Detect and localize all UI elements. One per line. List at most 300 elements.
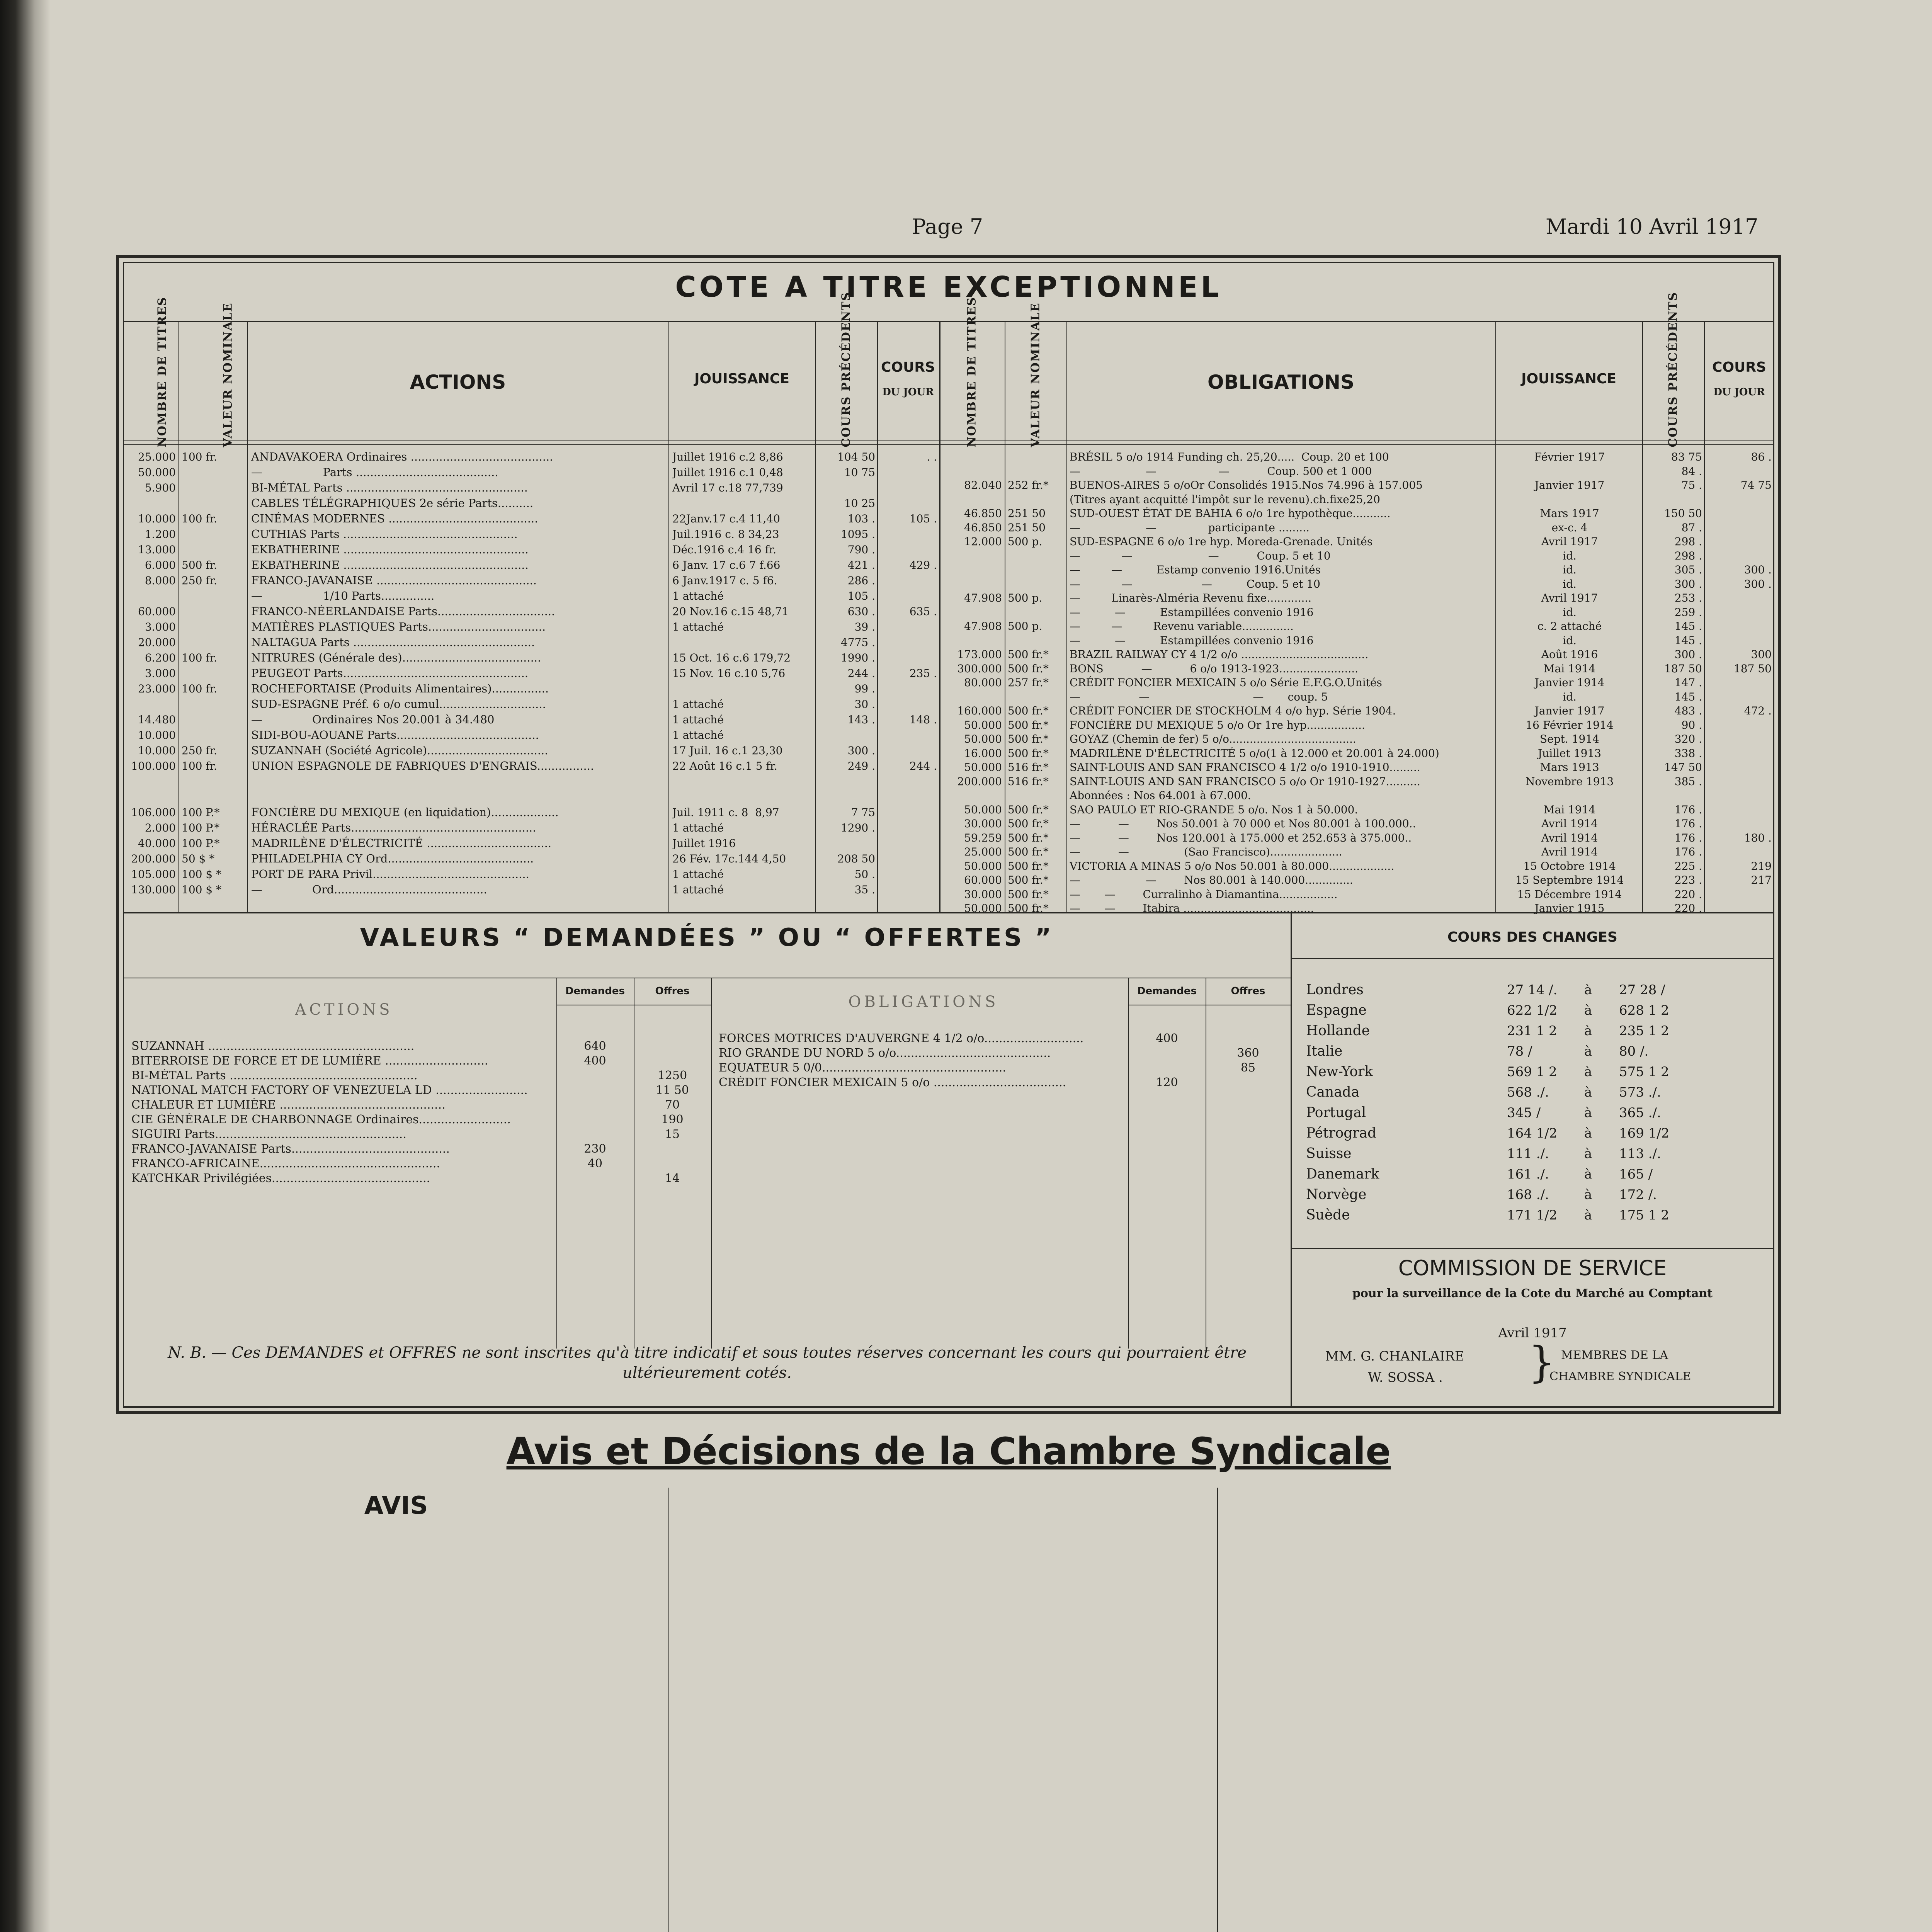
change-a: 27 14 /.	[1507, 982, 1558, 998]
row-jouissance: Janvier 1917	[1534, 704, 1605, 717]
change-name: Portugal	[1306, 1105, 1366, 1121]
row-cours-prec: 630 .	[847, 605, 875, 618]
commission-title: COMMISSION DE SERVICE	[1398, 1256, 1667, 1280]
row-cours: 635 .	[909, 605, 937, 618]
row-nombre: 50.000	[138, 466, 176, 479]
change-name: Danemark	[1306, 1166, 1379, 1182]
row-cours-prec: 145 .	[1674, 634, 1702, 647]
row-action: FRANCO-NÉERLANDAISE Parts.................................	[251, 605, 555, 618]
row-valeur: 100 fr.	[182, 760, 217, 772]
row-nombre: 6.000	[145, 559, 176, 571]
valeur-action-demande: 640	[584, 1039, 606, 1053]
row-action: — 1/10 Parts...............	[251, 589, 435, 602]
row-cours-prec: 220 .	[1674, 902, 1702, 915]
row-cours-prec: 286 .	[847, 574, 875, 587]
row-action: MATIÈRES PLASTIQUES Parts.................................	[251, 620, 546, 633]
hdr-du-jour-r: DU JOUR	[1713, 386, 1765, 398]
row-obligation: FONCIÈRE DU MEXIQUE 5 o/o Or 1re hyp.................	[1070, 718, 1365, 731]
row-cours-prec: 90 .	[1681, 718, 1702, 731]
valeur-action-offre: 1250	[657, 1069, 687, 1082]
row-nombre: 10.000	[138, 744, 176, 757]
row-obligation: — — Estamp convenio 1916.Unités	[1070, 563, 1321, 576]
row-obligation: — — (Sao Francisco).....................	[1070, 845, 1342, 858]
row-valeur: 100 P.*	[182, 806, 220, 819]
row-obligation: — — Curralinho à Diamantina.................	[1070, 888, 1338, 901]
row-jouissance: Février 1917	[1534, 451, 1605, 463]
row-obligation: SAINT-LOUIS AND SAN FRANCISCO 5 o/o Or 1910-1927..........	[1070, 775, 1420, 788]
row-cours-prec: 105 .	[847, 590, 875, 602]
row-nombre: 23.000	[138, 682, 176, 695]
row-cours-prec: 300 .	[847, 744, 875, 757]
row-jouissance: Mai 1914	[1543, 803, 1596, 816]
row-jouissance: Juillet 1916 c.2 8,86	[672, 451, 783, 463]
col-sep	[178, 321, 179, 912]
change-a: 78 /	[1507, 1044, 1532, 1059]
row-nombre: 16.000	[964, 747, 1002, 760]
row-obligation: BONS — 6 o/o 1913-1923.......................	[1070, 662, 1358, 675]
row-cours-prec: 176 .	[1674, 803, 1702, 816]
row-nombre: 59.259	[964, 831, 1002, 844]
row-valeur: 500 p.	[1008, 535, 1043, 548]
row-cours-prec: 300 .	[1674, 648, 1702, 661]
row-cours-prec: 75 .	[1681, 479, 1702, 492]
row-cours-prec: 30 .	[854, 698, 875, 711]
row-action: SUD-ESPAGNE Préf. 6 o/o cumul..............................	[251, 697, 546, 711]
change-a: 168 ./.	[1507, 1187, 1549, 1202]
col-sep	[1128, 978, 1129, 1349]
commission-role-2: CHAMBRE SYNDICALE	[1549, 1370, 1691, 1383]
valeur-action-name: CIE GÉNÉRALE DE CHARBONNAGE Ordinaires.........................	[131, 1113, 511, 1126]
row-cours-prec: 145 .	[1674, 620, 1702, 633]
row-cours-prec: 145 .	[1674, 690, 1702, 703]
row-jouissance: Avril 1914	[1541, 845, 1598, 858]
change-sep: à	[1584, 1167, 1592, 1182]
row-nombre: 80.000	[964, 676, 1002, 689]
col-sep	[668, 1488, 669, 1932]
col-sep	[711, 978, 712, 1349]
row-cours: 300 .	[1744, 577, 1772, 590]
row-jouissance: Avril 1914	[1541, 817, 1598, 830]
row-jouissance: Mars 1917	[1540, 507, 1599, 520]
row-jouissance: 22 Août 16 c.1 5 fr.	[672, 760, 777, 772]
valeur-oblig-name: CRÉDIT FONCIER MEXICAIN 5 o/o ....................................	[719, 1076, 1066, 1089]
rule	[123, 440, 1774, 441]
change-name: Hollande	[1306, 1023, 1370, 1039]
row-valeur: 500 fr.*	[1008, 648, 1049, 661]
commission-role-1: MEMBRES DE LA	[1561, 1349, 1668, 1362]
row-valeur: 500 fr.*	[1008, 718, 1049, 731]
change-name: Londres	[1306, 982, 1364, 998]
row-nombre: 300.000	[957, 662, 1002, 675]
row-valeur: 516 fr.*	[1008, 775, 1049, 788]
row-jouissance: id.	[1563, 634, 1577, 647]
valeur-oblig-name: EQUATEUR 5 0/0..................................................	[719, 1061, 1006, 1075]
valeur-action-name: SIGUIRI Parts....................................................	[131, 1128, 406, 1141]
col-sep	[1642, 321, 1643, 912]
row-action: CINÉMAS MODERNES ..........................................	[251, 512, 538, 525]
row-jouissance: Juillet 1913	[1537, 747, 1602, 760]
row-action: SUZANNAH (Société Agricole)..................................	[251, 744, 548, 757]
change-b: 573 ./.	[1619, 1085, 1661, 1100]
row-obligation: — — Itabira ......................................	[1070, 902, 1314, 915]
change-sep: à	[1584, 1085, 1592, 1100]
row-nombre: 10.000	[138, 512, 176, 525]
row-obligation: BRÉSIL 5 o/o 1914 Funding ch. 25,20..... Coup. 20 et 100	[1070, 451, 1389, 463]
row-nombre: 60.000	[138, 605, 176, 618]
row-nombre: 173.000	[957, 648, 1002, 661]
change-a: 231 1 2	[1507, 1023, 1557, 1039]
row-action: CUTHIAS Parts .................................................	[251, 527, 518, 541]
row-nombre: 30.000	[964, 888, 1002, 901]
commission-sub: pour la surveillance de la Cote du Marché au Comptant	[1352, 1287, 1713, 1300]
row-valeur: 100 $ *	[182, 883, 222, 896]
hdr-cours-r: COURS	[1712, 359, 1766, 375]
row-jouissance: id.	[1563, 563, 1577, 576]
row-cours: 300 .	[1744, 563, 1772, 576]
row-nombre: 50.000	[964, 733, 1002, 745]
col-sep	[815, 321, 816, 912]
row-cours-prec: 176 .	[1674, 845, 1702, 858]
row-valeur: 516 fr.*	[1008, 761, 1049, 774]
change-name: Suède	[1306, 1207, 1350, 1223]
row-cours-prec: 208 50	[837, 852, 875, 865]
change-a: 161 ./.	[1507, 1167, 1549, 1182]
change-b: 165 /	[1619, 1167, 1653, 1182]
row-jouissance: 6 Janv. 17 c.6 7 f.66	[672, 559, 781, 571]
row-valeur: 251 50	[1008, 521, 1046, 534]
row-action: FRANCO-JAVANAISE .............................................	[251, 574, 537, 587]
row-cours-prec: 143 .	[847, 713, 875, 726]
row-valeur: 500 fr.*	[1008, 859, 1049, 872]
row-nombre: 130.000	[131, 883, 176, 896]
row-nombre: 200.000	[957, 775, 1002, 788]
row-action: EKBATHERINE ....................................................	[251, 543, 529, 556]
col-sep	[1704, 321, 1705, 912]
row-jouissance: Mars 1913	[1540, 761, 1599, 774]
hdr-jouissance-r: JOUISSANCE	[1521, 371, 1616, 387]
row-cours-prec: 483 .	[1674, 704, 1702, 717]
row-nombre: 50.000	[964, 761, 1002, 774]
row-valeur: 252 fr.*	[1008, 479, 1049, 492]
row-cours: 300	[1751, 648, 1772, 661]
row-cours: 187 50	[1734, 662, 1772, 675]
row-cours-prec: 253 .	[1674, 592, 1702, 604]
row-jouissance: Novembre 1913	[1525, 775, 1614, 788]
row-jouissance: 15 Septembre 1914	[1515, 874, 1624, 886]
row-cours-prec: 1990 .	[840, 651, 875, 664]
row-jouissance: Avril 1914	[1541, 831, 1598, 844]
col-sep	[877, 321, 878, 912]
change-b: 80 /.	[1619, 1044, 1649, 1059]
row-nombre: 105.000	[131, 868, 176, 881]
row-nombre: 5.900	[145, 481, 176, 494]
changes-title: COURS DES CHANGES	[1447, 929, 1617, 945]
change-sep: à	[1584, 1208, 1592, 1223]
demandes-label: Demandes	[565, 985, 625, 997]
row-nombre: 46.850	[964, 507, 1002, 520]
row-cours: . .	[927, 451, 937, 463]
rule	[1291, 1248, 1774, 1249]
change-sep: à	[1584, 1126, 1592, 1141]
row-cours-prec: 225 .	[1674, 859, 1702, 872]
hdr-nombre: NOMBRE DE TITRES	[155, 296, 169, 447]
row-nombre: 12.000	[964, 535, 1002, 548]
row-valeur: 500 fr.*	[1008, 803, 1049, 816]
row-cours-prec: 147 .	[1674, 676, 1702, 689]
change-b: 235 1 2	[1619, 1023, 1669, 1039]
row-obligation: VICTORIA A MINAS 5 o/o Nos 50.001 à 80.000...................	[1070, 859, 1395, 872]
row-nombre: 3.000	[145, 621, 176, 633]
row-action: EKBATHERINE ....................................................	[251, 558, 529, 571]
change-b: 27 28 /	[1619, 982, 1665, 998]
hdr-obligations: OBLIGATIONS	[1207, 371, 1354, 393]
change-sep: à	[1584, 1044, 1592, 1059]
valeur-action-name: BITERROISE DE FORCE ET DE LUMIÈRE ............................	[131, 1054, 488, 1068]
row-cours-prec: 87 .	[1681, 521, 1702, 534]
row-nombre: 50.000	[964, 902, 1002, 915]
change-a: 569 1 2	[1507, 1064, 1557, 1080]
row-obligation: MADRILÈNE D'ÉLECTRICITÉ 5 o/o(1 à 12.000 et 20.001 à 24.000)	[1070, 747, 1439, 760]
row-cours-prec: 298 .	[1674, 535, 1702, 548]
row-jouissance: 1 attaché	[672, 621, 724, 633]
change-b: 365 ./.	[1619, 1105, 1661, 1121]
hdr-cours-prec: COURS PRÉCÉDENTS	[839, 291, 853, 447]
change-b: 172 /.	[1619, 1187, 1657, 1202]
row-nombre: 47.908	[964, 620, 1002, 633]
offres-label: Offres	[655, 985, 690, 997]
row-cours-prec: 338 .	[1674, 747, 1702, 760]
brace: }	[1528, 1337, 1555, 1387]
demandes-label-2: Demandes	[1137, 985, 1197, 997]
row-cours: 148 .	[909, 713, 937, 726]
row-obligation: SUD-ESPAGNE 6 o/o 1re hyp. Moreda-Grenade. Unités	[1070, 535, 1373, 548]
row-jouissance: 1 attaché	[672, 729, 724, 742]
row-action: — Ord...........................................	[251, 883, 487, 896]
hdr-cours: COURS	[881, 359, 935, 375]
row-jouissance: id.	[1563, 605, 1577, 619]
valeur-action-offre: 15	[665, 1128, 680, 1141]
row-valeur: 100 fr.	[182, 651, 217, 664]
row-action: HÉRACLÉE Parts....................................................	[251, 821, 536, 834]
row-nombre: 47.908	[964, 592, 1002, 604]
row-obligation: — — participante .........	[1070, 521, 1310, 534]
row-cours-prec: 1095 .	[840, 528, 875, 541]
row-valeur: 500 fr.	[182, 559, 217, 571]
change-sep: à	[1584, 1003, 1592, 1018]
row-cours-prec: 39 .	[854, 621, 875, 633]
hdr-cours-prec-r: COURS PRÉCÉDENTS	[1666, 291, 1680, 447]
valeur-oblig-name: FORCES MOTRICES D'AUVERGNE 4 1/2 o/o...........................	[719, 1032, 1084, 1045]
row-valeur: 250 fr.	[182, 574, 217, 587]
row-action: NALTAGUA Parts ...................................................	[251, 636, 535, 649]
row-cours-prec: 176 .	[1674, 817, 1702, 830]
row-cours-prec: 35 .	[854, 883, 875, 896]
row-cours-prec: 220 .	[1674, 888, 1702, 901]
change-b: 575 1 2	[1619, 1064, 1669, 1080]
row-cours-prec: 1290 .	[840, 821, 875, 834]
change-a: 622 1/2	[1507, 1003, 1558, 1018]
row-nombre: 2.000	[145, 821, 176, 834]
row-valeur: 500 fr.*	[1008, 747, 1049, 760]
row-cours-prec: 103 .	[847, 512, 875, 525]
row-valeur: 100 fr.	[182, 512, 217, 525]
change-b: 113 ./.	[1619, 1146, 1661, 1162]
row-obligation: SUD-OUEST ÉTAT DE BAHIA 6 o/o 1re hypothèque...........	[1070, 507, 1391, 520]
row-nombre: 1.200	[145, 528, 176, 541]
row-cours: 219	[1751, 859, 1772, 872]
row-nombre: 60.000	[964, 874, 1002, 886]
row-cours: 472 .	[1744, 704, 1772, 717]
change-sep: à	[1584, 1064, 1592, 1080]
rule	[123, 444, 1774, 445]
row-jouissance: ex-c. 4	[1551, 521, 1588, 534]
row-cours-prec: 99 .	[854, 682, 875, 695]
row-valeur: 500 fr.*	[1008, 902, 1049, 915]
row-nombre: 100.000	[131, 760, 176, 772]
row-jouissance: 20 Nov.16 c.15 48,71	[672, 605, 789, 618]
row-valeur: 500 fr.*	[1008, 733, 1049, 745]
row-jouissance: 15 Oct. 16 c.6 179,72	[672, 651, 791, 664]
row-cours-prec: 4775 .	[840, 636, 875, 649]
row-jouissance: 22Janv.17 c.4 11,40	[672, 512, 780, 525]
valeurs-actions-head: ACTIONS	[295, 1001, 393, 1019]
rule	[123, 321, 1774, 322]
col-sep	[1217, 1488, 1218, 1932]
row-nombre: 46.850	[964, 521, 1002, 534]
row-obligation: — — Nos 50.001 à 70 000 et Nos 80.001 à 100.000..	[1070, 817, 1416, 830]
change-name: Norvège	[1306, 1187, 1367, 1202]
row-nombre: 50.000	[964, 718, 1002, 731]
row-cours-prec: 421 .	[847, 559, 875, 571]
row-nombre: 25.000	[964, 845, 1002, 858]
change-name: Espagne	[1306, 1002, 1367, 1018]
row-valeur: 500 fr.*	[1008, 845, 1049, 858]
row-obligation: — — Nos 120.001 à 175.000 et 252.653 à 375.000..	[1070, 831, 1412, 844]
commission-member-1: MM. G. CHANLAIRE	[1325, 1349, 1464, 1364]
row-obligation: — — Estampillées convenio 1916	[1070, 634, 1314, 647]
row-action: PHILADELPHIA CY Ord.........................................	[251, 852, 534, 865]
row-obligation: — — — Coup. 5 et 10	[1070, 549, 1331, 562]
row-nombre: 82.040	[964, 479, 1002, 492]
row-nombre: 20.000	[138, 636, 176, 649]
row-action: MADRILÈNE D'ÉLECTRICITÉ ...................................	[251, 837, 552, 850]
change-name: New-York	[1306, 1064, 1373, 1080]
row-jouissance: 16 Février 1914	[1526, 718, 1614, 731]
row-cours-prec: 176 .	[1674, 831, 1702, 844]
row-jouissance: 1 attaché	[672, 590, 724, 602]
page-number: Page 7	[912, 214, 983, 239]
row-nombre: 50.000	[964, 859, 1002, 872]
row-obligation: — — Nos 80.001 à 140.000..............	[1070, 874, 1353, 886]
row-obligation: CRÉDIT FONCIER MEXICAIN 5 o/o Série E.F.G.O.Unités	[1070, 676, 1382, 689]
row-jouissance: Janvier 1917	[1534, 479, 1605, 492]
row-cours: 217	[1751, 874, 1772, 886]
commission-month: Avril 1917	[1498, 1325, 1567, 1341]
row-jouissance: Avril 1917	[1541, 592, 1598, 604]
row-cours-prec: 7 75	[851, 806, 875, 819]
row-jouissance: 1 attaché	[672, 883, 724, 896]
col-sep	[247, 321, 248, 912]
row-cours-prec: 300 .	[1674, 577, 1702, 590]
row-nombre: 106.000	[131, 806, 176, 819]
row-valeur: 500 fr.*	[1008, 831, 1049, 844]
row-valeur: 500 fr.*	[1008, 888, 1049, 901]
change-sep: à	[1584, 982, 1592, 998]
hdr-valeur: VALEUR NOMINALE	[221, 302, 235, 447]
row-valeur: 500 fr.*	[1008, 874, 1049, 886]
hdr-nombre-r: NOMBRE DE TITRES	[965, 296, 979, 447]
row-obligation: SAO PAULO ET RIO-GRANDE 5 o/o. Nos 1 à 50.000.	[1070, 803, 1358, 816]
row-cours-prec: 147 50	[1664, 761, 1702, 774]
row-jouissance: 17 Juil. 16 c.1 23,30	[672, 744, 783, 757]
row-action: ROCHEFORTAISE (Produits Alimentaires)................	[251, 682, 549, 695]
row-action: NITRURES (Générale des).......................................	[251, 651, 541, 664]
row-cours-prec: 84 .	[1681, 464, 1702, 478]
avis-head: AVIS	[364, 1492, 428, 1520]
row-action: FONCIÈRE DU MEXIQUE (en liquidation)...................	[251, 806, 559, 819]
valeur-action-offre: 190	[661, 1113, 684, 1126]
row-valeur: 500 p.	[1008, 620, 1043, 633]
row-cours-prec: 320 .	[1674, 733, 1702, 745]
change-name: Canada	[1306, 1084, 1360, 1100]
row-valeur: 500 fr.*	[1008, 662, 1049, 675]
row-obligation: SAINT-LOUIS AND SAN FRANCISCO 4 1/2 o/o 1910-1910.........	[1070, 761, 1420, 774]
row-nombre: 13.000	[138, 543, 176, 556]
valeur-oblig-name: RIO GRANDE DU NORD 5 o/o..........................................	[719, 1046, 1051, 1060]
row-cours: 86 .	[1751, 451, 1772, 463]
row-cours-prec: 385 .	[1674, 775, 1702, 788]
row-cours-prec: 259 .	[1674, 605, 1702, 619]
row-nombre: 200.000	[131, 852, 176, 865]
row-jouissance: Avril 17 c.18 77,739	[672, 481, 783, 494]
col-sep	[556, 978, 557, 1349]
row-action: PORT DE PARA Privil............................................	[251, 867, 529, 881]
valeur-action-name: NATIONAL MATCH FACTORY OF VENEZUELA LD .........................	[131, 1083, 528, 1097]
hdr-jouissance: JOUISSANCE	[694, 371, 789, 387]
change-a: 111 ./.	[1507, 1146, 1549, 1162]
row-valeur: 250 fr.	[182, 744, 217, 757]
row-cours-prec: 249 .	[847, 760, 875, 772]
row-valeur: 50 $ *	[182, 852, 215, 865]
row-jouissance: 15 Octobre 1914	[1523, 859, 1616, 872]
row-jouissance: Janvier 1914	[1534, 676, 1605, 689]
valeur-oblig-demande: 120	[1156, 1076, 1178, 1089]
row-cours: 105 .	[909, 512, 937, 525]
row-cours: 74 75	[1740, 479, 1772, 492]
change-a: 164 1/2	[1507, 1126, 1558, 1141]
row-cours-prec: 305 .	[1674, 563, 1702, 576]
book-binding	[0, 0, 50, 1932]
row-obligation: Abonnées : Nos 64.001 à 67.000.	[1070, 789, 1251, 802]
row-nombre: 14.480	[138, 713, 176, 726]
avis-title: Avis et Décisions de la Chambre Syndicale	[506, 1430, 1391, 1473]
row-jouissance: c. 2 attaché	[1537, 620, 1602, 633]
row-cours-prec: 223 .	[1674, 874, 1702, 886]
row-obligation: CRÉDIT FONCIER DE STOCKHOLM 4 o/o hyp. Série 1904.	[1070, 704, 1396, 717]
row-jouissance: 26 Fév. 17c.144 4,50	[672, 852, 786, 865]
row-nombre: 8.000	[145, 574, 176, 587]
rule	[123, 912, 1774, 913]
valeur-oblig-demande: 400	[1156, 1032, 1178, 1045]
valeur-action-demande: 230	[584, 1142, 606, 1156]
row-valeur: 257 fr.*	[1008, 676, 1049, 689]
valeur-action-name: SUZANNAH ........................................................	[131, 1039, 415, 1053]
row-jouissance: 6 Janv.1917 c. 5 f6.	[672, 574, 777, 587]
row-cours-prec: 104 50	[837, 451, 875, 463]
change-sep: à	[1584, 1187, 1592, 1202]
row-nombre: 30.000	[964, 817, 1002, 830]
row-jouissance: 15 Nov. 16 c.10 5,76	[672, 667, 786, 680]
